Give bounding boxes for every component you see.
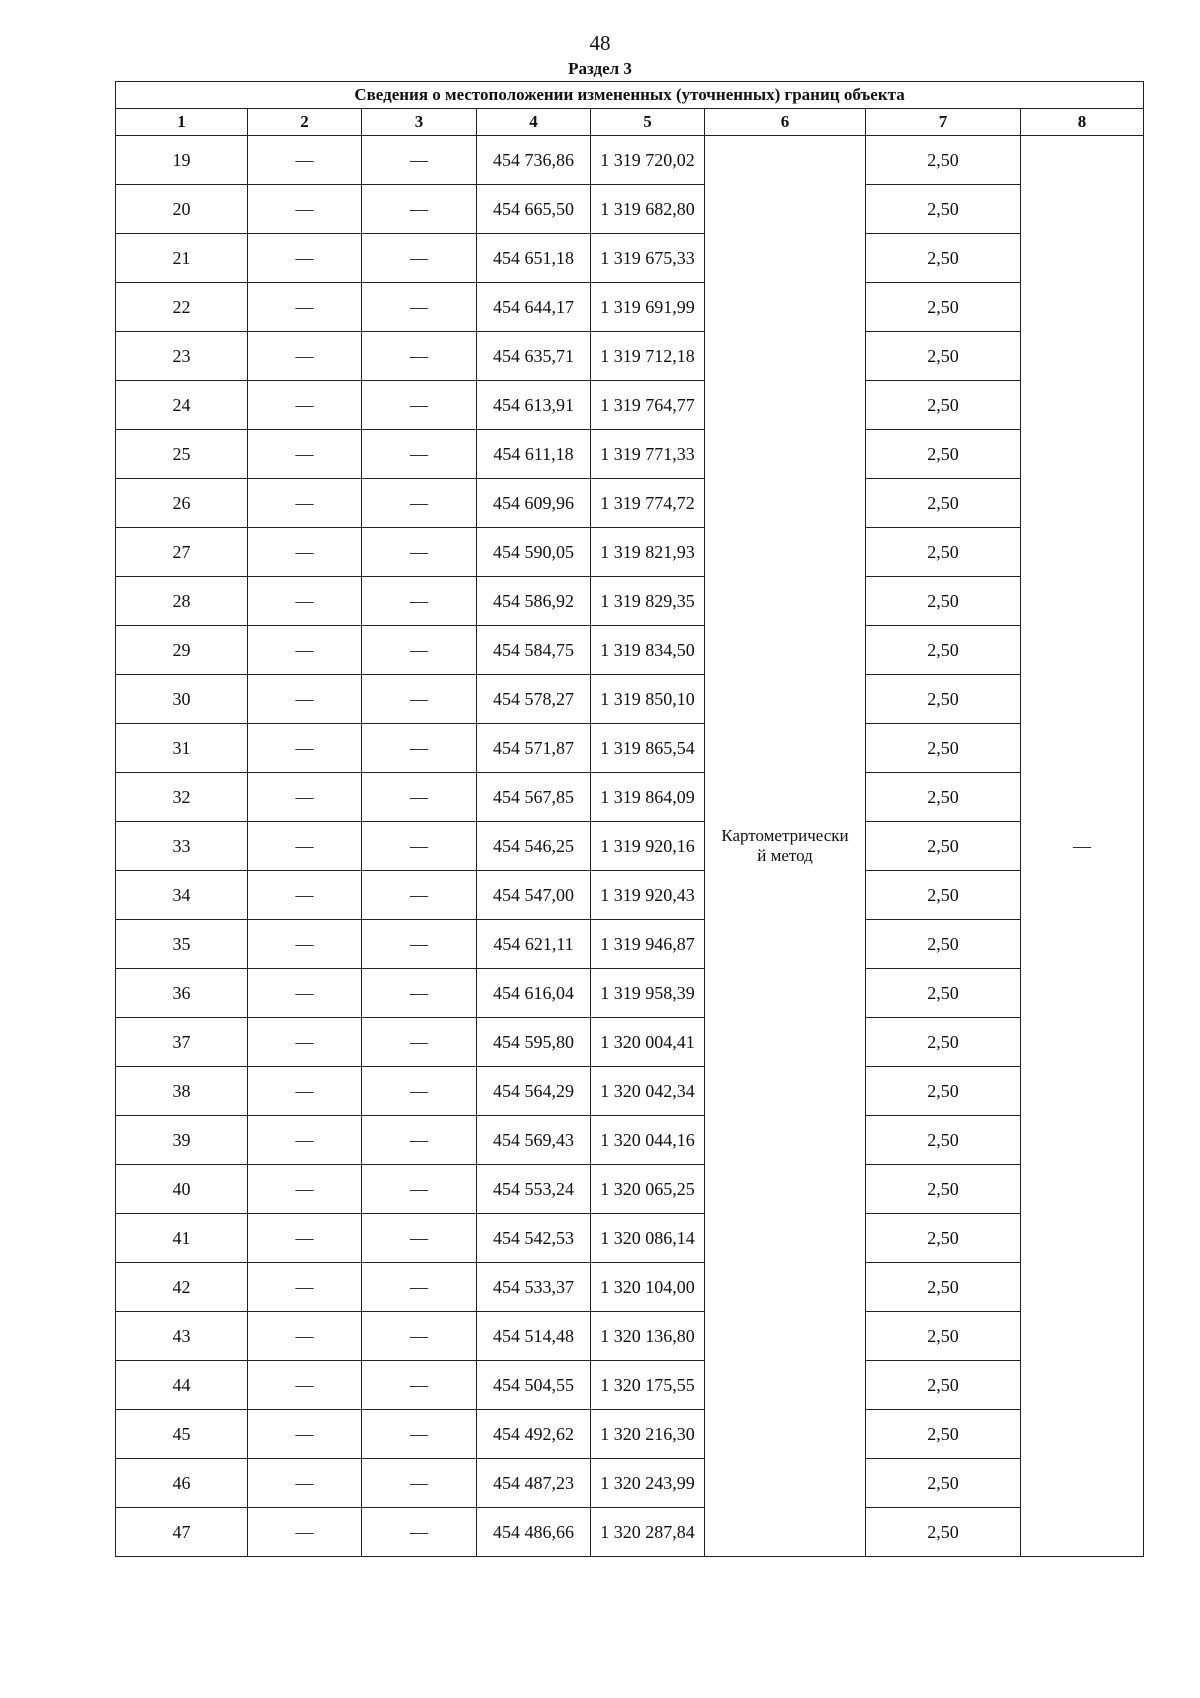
table-row [116, 136, 1144, 185]
table-row [116, 528, 1144, 577]
x-coordinate-cell: 454 590,05 [477, 528, 591, 577]
y-coordinate-cell: 1 319 829,35 [591, 577, 705, 626]
col2-cell: — [248, 1263, 362, 1312]
table-row [116, 675, 1144, 724]
y-coordinate-cell: 1 319 920,43 [591, 871, 705, 920]
point-number-cell: 42 [116, 1263, 248, 1312]
table-row [116, 1165, 1144, 1214]
point-number-cell: 25 [116, 430, 248, 479]
column-number: 6 [705, 109, 866, 136]
col2-cell: — [248, 1116, 362, 1165]
point-number-cell: 27 [116, 528, 248, 577]
point-number-cell: 34 [116, 871, 248, 920]
col2-cell: — [248, 283, 362, 332]
table-row [116, 479, 1144, 528]
col2-cell: — [248, 332, 362, 381]
col3-cell: — [362, 773, 477, 822]
col3-cell: — [362, 1508, 477, 1557]
point-number-cell: 24 [116, 381, 248, 430]
table-row [116, 822, 1144, 871]
col3-cell: — [362, 577, 477, 626]
table-body [116, 136, 1144, 1557]
table-row [116, 1067, 1144, 1116]
y-coordinate-cell: 1 319 691,99 [591, 283, 705, 332]
accuracy-cell: 2,50 [866, 773, 1021, 822]
x-coordinate-cell: 454 567,85 [477, 773, 591, 822]
x-coordinate-cell: 454 595,80 [477, 1018, 591, 1067]
accuracy-cell: 2,50 [866, 1459, 1021, 1508]
x-coordinate-cell: 454 609,96 [477, 479, 591, 528]
point-number-cell: 46 [116, 1459, 248, 1508]
col2-cell: — [248, 969, 362, 1018]
y-coordinate-cell: 1 319 850,10 [591, 675, 705, 724]
point-number-cell: 36 [116, 969, 248, 1018]
y-coordinate-cell: 1 320 175,55 [591, 1361, 705, 1410]
x-coordinate-cell: 454 504,55 [477, 1361, 591, 1410]
y-coordinate-cell: 1 320 042,34 [591, 1067, 705, 1116]
x-coordinate-cell: 454 621,11 [477, 920, 591, 969]
col3-cell: — [362, 1410, 477, 1459]
table-row [116, 430, 1144, 479]
col2-cell: — [248, 479, 362, 528]
accuracy-cell: 2,50 [866, 430, 1021, 479]
table-row [116, 1263, 1144, 1312]
x-coordinate-cell: 454 578,27 [477, 675, 591, 724]
accuracy-cell: 2,50 [866, 577, 1021, 626]
x-coordinate-cell: 454 586,92 [477, 577, 591, 626]
col3-cell: — [362, 234, 477, 283]
x-coordinate-cell: 454 492,62 [477, 1410, 591, 1459]
col3-cell: — [362, 381, 477, 430]
y-coordinate-cell: 1 319 682,80 [591, 185, 705, 234]
column-number: 7 [866, 109, 1021, 136]
column-number: 2 [248, 109, 362, 136]
x-coordinate-cell: 454 584,75 [477, 626, 591, 675]
accuracy-cell: 2,50 [866, 185, 1021, 234]
y-coordinate-cell: 1 320 086,14 [591, 1214, 705, 1263]
x-coordinate-cell: 454 514,48 [477, 1312, 591, 1361]
table-row [116, 1116, 1144, 1165]
x-coordinate-cell: 454 613,91 [477, 381, 591, 430]
accuracy-cell: 2,50 [866, 1018, 1021, 1067]
col2-cell: — [248, 1214, 362, 1263]
col3-cell: — [362, 724, 477, 773]
accuracy-cell: 2,50 [866, 1067, 1021, 1116]
x-coordinate-cell: 454 651,18 [477, 234, 591, 283]
point-number-cell: 39 [116, 1116, 248, 1165]
accuracy-cell: 2,50 [866, 1508, 1021, 1557]
accuracy-cell: 2,50 [866, 381, 1021, 430]
col3-cell: — [362, 430, 477, 479]
table-row [116, 1214, 1144, 1263]
accuracy-cell: 2,50 [866, 1214, 1021, 1263]
column-number: 1 [116, 109, 248, 136]
point-number-cell: 47 [116, 1508, 248, 1557]
point-number-cell: 38 [116, 1067, 248, 1116]
x-coordinate-cell: 454 547,00 [477, 871, 591, 920]
col2-cell: — [248, 1508, 362, 1557]
table-row [116, 577, 1144, 626]
accuracy-cell: 2,50 [866, 234, 1021, 283]
col2-cell: — [248, 381, 362, 430]
point-number-cell: 33 [116, 822, 248, 871]
table-row [116, 185, 1144, 234]
accuracy-cell: 2,50 [866, 871, 1021, 920]
y-coordinate-cell: 1 319 771,33 [591, 430, 705, 479]
x-coordinate-cell: 454 487,23 [477, 1459, 591, 1508]
point-number-cell: 44 [116, 1361, 248, 1410]
col2-cell: — [248, 675, 362, 724]
x-coordinate-cell: 454 546,25 [477, 822, 591, 871]
y-coordinate-cell: 1 319 864,09 [591, 773, 705, 822]
column-number: 8 [1021, 109, 1144, 136]
y-coordinate-cell: 1 320 044,16 [591, 1116, 705, 1165]
col3-cell: — [362, 1263, 477, 1312]
table-row [116, 283, 1144, 332]
col2-cell: — [248, 920, 362, 969]
col3-cell: — [362, 1067, 477, 1116]
col2-cell: — [248, 822, 362, 871]
col3-cell: — [362, 1214, 477, 1263]
table-row [116, 871, 1144, 920]
point-number-cell: 37 [116, 1018, 248, 1067]
y-coordinate-cell: 1 319 712,18 [591, 332, 705, 381]
accuracy-cell: 2,50 [866, 675, 1021, 724]
accuracy-cell: 2,50 [866, 1312, 1021, 1361]
table-row [116, 626, 1144, 675]
col3-cell: — [362, 136, 477, 185]
y-coordinate-cell: 1 319 774,72 [591, 479, 705, 528]
y-coordinate-cell: 1 320 243,99 [591, 1459, 705, 1508]
point-number-cell: 45 [116, 1410, 248, 1459]
col2-cell: — [248, 185, 362, 234]
table-row [116, 1459, 1144, 1508]
table-row [116, 724, 1144, 773]
x-coordinate-cell: 454 542,53 [477, 1214, 591, 1263]
section-title: Раздел 3 [568, 59, 632, 78]
accuracy-cell: 2,50 [866, 332, 1021, 381]
col2-cell: — [248, 577, 362, 626]
accuracy-cell: 2,50 [866, 626, 1021, 675]
x-coordinate-cell: 454 553,24 [477, 1165, 591, 1214]
col2-cell: — [248, 1165, 362, 1214]
y-coordinate-cell: 1 319 834,50 [591, 626, 705, 675]
x-coordinate-cell: 454 635,71 [477, 332, 591, 381]
point-number-cell: 19 [116, 136, 248, 185]
point-number-cell: 23 [116, 332, 248, 381]
column-number: 4 [477, 109, 591, 136]
table-row [116, 1361, 1144, 1410]
y-coordinate-cell: 1 320 216,30 [591, 1410, 705, 1459]
y-coordinate-cell: 1 320 004,41 [591, 1018, 705, 1067]
col3-cell: — [362, 871, 477, 920]
x-coordinate-cell: 454 564,29 [477, 1067, 591, 1116]
col2-cell: — [248, 430, 362, 479]
table-row [116, 773, 1144, 822]
y-coordinate-cell: 1 319 675,33 [591, 234, 705, 283]
col3-cell: — [362, 969, 477, 1018]
col2-cell: — [248, 136, 362, 185]
col2-cell: — [248, 1312, 362, 1361]
col2-cell: — [248, 1361, 362, 1410]
table-caption-row [116, 82, 1144, 109]
method-cell: Картометрически й метод [705, 136, 866, 1557]
col2-cell: — [248, 1067, 362, 1116]
y-coordinate-cell: 1 319 946,87 [591, 920, 705, 969]
point-number-cell: 29 [116, 626, 248, 675]
y-coordinate-cell: 1 319 764,77 [591, 381, 705, 430]
column-numbers-row [116, 109, 1144, 136]
col3-cell: — [362, 626, 477, 675]
col2-cell: — [248, 871, 362, 920]
col3-cell: — [362, 822, 477, 871]
col8-cell: — [1021, 136, 1144, 1557]
y-coordinate-cell: 1 319 920,16 [591, 822, 705, 871]
point-number-cell: 20 [116, 185, 248, 234]
col3-cell: — [362, 185, 477, 234]
accuracy-cell: 2,50 [866, 1165, 1021, 1214]
col2-cell: — [248, 234, 362, 283]
accuracy-cell: 2,50 [866, 479, 1021, 528]
col3-cell: — [362, 283, 477, 332]
col3-cell: — [362, 1116, 477, 1165]
point-number-cell: 30 [116, 675, 248, 724]
accuracy-cell: 2,50 [866, 136, 1021, 185]
x-coordinate-cell: 454 736,86 [477, 136, 591, 185]
y-coordinate-cell: 1 319 821,93 [591, 528, 705, 577]
table-row [116, 234, 1144, 283]
point-number-cell: 41 [116, 1214, 248, 1263]
y-coordinate-cell: 1 320 287,84 [591, 1508, 705, 1557]
point-number-cell: 43 [116, 1312, 248, 1361]
col3-cell: — [362, 675, 477, 724]
point-number-cell: 26 [116, 479, 248, 528]
point-number-cell: 40 [116, 1165, 248, 1214]
y-coordinate-cell: 1 320 065,25 [591, 1165, 705, 1214]
point-number-cell: 31 [116, 724, 248, 773]
y-coordinate-cell: 1 320 136,80 [591, 1312, 705, 1361]
col2-cell: — [248, 1459, 362, 1508]
col2-cell: — [248, 1018, 362, 1067]
table-row [116, 1508, 1144, 1557]
x-coordinate-cell: 454 571,87 [477, 724, 591, 773]
col3-cell: — [362, 1361, 477, 1410]
column-number: 3 [362, 109, 477, 136]
y-coordinate-cell: 1 319 865,54 [591, 724, 705, 773]
table-row [116, 1410, 1144, 1459]
page-number: 48 [589, 31, 611, 55]
col2-cell: — [248, 626, 362, 675]
x-coordinate-cell: 454 486,66 [477, 1508, 591, 1557]
accuracy-cell: 2,50 [866, 724, 1021, 773]
col3-cell: — [362, 479, 477, 528]
col2-cell: — [248, 528, 362, 577]
accuracy-cell: 2,50 [866, 528, 1021, 577]
col3-cell: — [362, 1312, 477, 1361]
x-coordinate-cell: 454 611,18 [477, 430, 591, 479]
col2-cell: — [248, 724, 362, 773]
accuracy-cell: 2,50 [866, 1410, 1021, 1459]
col2-cell: — [248, 773, 362, 822]
col3-cell: — [362, 1459, 477, 1508]
point-number-cell: 22 [116, 283, 248, 332]
accuracy-cell: 2,50 [866, 969, 1021, 1018]
accuracy-cell: 2,50 [866, 822, 1021, 871]
x-coordinate-cell: 454 533,37 [477, 1263, 591, 1312]
table-row [116, 381, 1144, 430]
table-caption: Сведения о местоположении измененных (уточненных) границ объекта [116, 82, 1144, 109]
x-coordinate-cell: 454 616,04 [477, 969, 591, 1018]
table-row [116, 332, 1144, 381]
accuracy-cell: 2,50 [866, 1263, 1021, 1312]
point-number-cell: 21 [116, 234, 248, 283]
table-row [116, 969, 1144, 1018]
col2-cell: — [248, 1410, 362, 1459]
col3-cell: — [362, 1018, 477, 1067]
col3-cell: — [362, 332, 477, 381]
boundary-coordinates-table [115, 81, 1144, 1557]
col3-cell: — [362, 1165, 477, 1214]
x-coordinate-cell: 454 644,17 [477, 283, 591, 332]
accuracy-cell: 2,50 [866, 1116, 1021, 1165]
accuracy-cell: 2,50 [866, 1361, 1021, 1410]
column-number: 5 [591, 109, 705, 136]
accuracy-cell: 2,50 [866, 920, 1021, 969]
y-coordinate-cell: 1 319 720,02 [591, 136, 705, 185]
col3-cell: — [362, 920, 477, 969]
table-row [116, 1312, 1144, 1361]
x-coordinate-cell: 454 665,50 [477, 185, 591, 234]
x-coordinate-cell: 454 569,43 [477, 1116, 591, 1165]
point-number-cell: 35 [116, 920, 248, 969]
table-row [116, 920, 1144, 969]
point-number-cell: 28 [116, 577, 248, 626]
col3-cell: — [362, 528, 477, 577]
table-row [116, 1018, 1144, 1067]
y-coordinate-cell: 1 320 104,00 [591, 1263, 705, 1312]
point-number-cell: 32 [116, 773, 248, 822]
accuracy-cell: 2,50 [866, 283, 1021, 332]
y-coordinate-cell: 1 319 958,39 [591, 969, 705, 1018]
